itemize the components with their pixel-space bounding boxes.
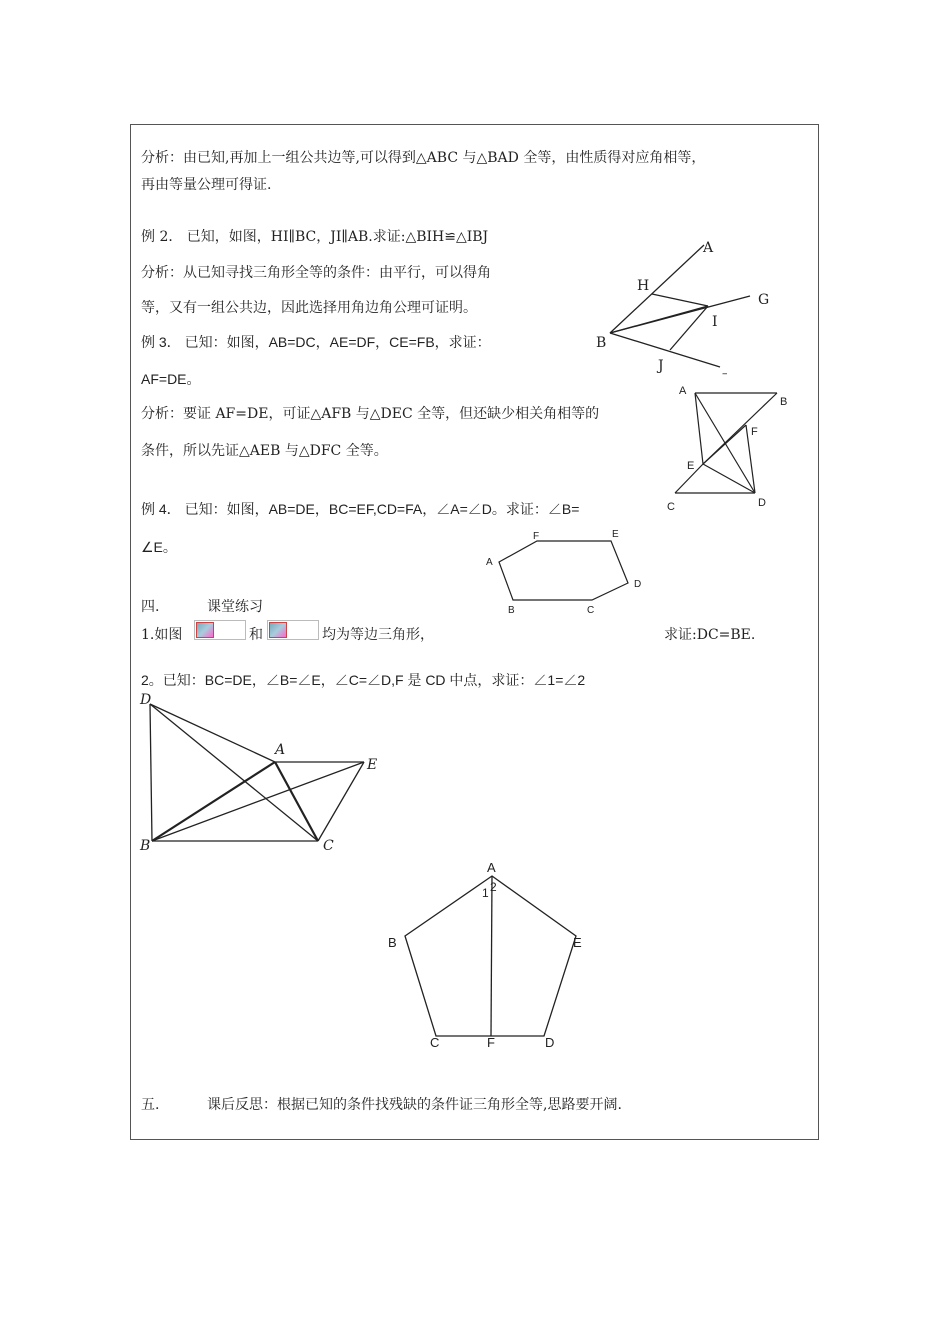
label-e: E — [612, 529, 619, 540]
example-2-analysis-line-1: 分析：从已知寻找三角形全等的条件：由平行，可以得角 — [141, 265, 491, 281]
label-dash: – — [722, 367, 728, 380]
label-d: D — [634, 579, 642, 590]
exercise-1-prove: 求证:DC=BE. — [664, 627, 756, 643]
label-c: C — [430, 1035, 440, 1050]
label-e: E — [573, 935, 582, 950]
label-a: A — [275, 742, 286, 758]
label-f: F — [487, 1035, 495, 1050]
angle-1-label: 1 — [482, 886, 489, 900]
broken-image-1 — [194, 620, 246, 640]
label-e: E — [687, 460, 695, 472]
label-c: C — [667, 501, 675, 513]
example-3-analysis-line-1: 分析：要证 AF=DE，可证△AFB 与△DEC 全等，但还缺少相关角相等的 — [141, 406, 600, 422]
example-3-figure — [660, 378, 800, 513]
section-5-number: 五. — [141, 1097, 160, 1113]
section-4-number: 四. — [141, 599, 160, 615]
example-3-analysis-line-2: 条件，所以先证△AEB 与△DFC 全等。 — [141, 443, 388, 459]
label-b: B — [780, 396, 788, 408]
label-f: F — [751, 426, 758, 438]
exercise-1-middle: 和 — [249, 627, 263, 643]
label-a: A — [487, 860, 496, 875]
section-4-title: 课堂练习 — [207, 599, 263, 615]
label-c: C — [587, 605, 595, 616]
label-b: B — [508, 605, 515, 616]
image-placeholder-icon — [269, 622, 287, 638]
label-a: A — [703, 240, 714, 256]
example-4-statement: 例 4． 已知：如图，AB=DE，BC=EF,CD=FA，∠A=∠D。求证：∠B= — [141, 501, 580, 517]
angle-2-label: 2 — [490, 880, 497, 894]
label-f: F — [533, 531, 540, 542]
label-d: D — [758, 497, 766, 509]
label-b: B — [388, 935, 397, 950]
example-4-statement-line-2: ∠E。 — [141, 539, 177, 555]
label-b: B — [596, 335, 607, 351]
example-3-statement: 例 3． 已知：如图，AB=DC，AE=DF，CE=FB，求证： — [141, 334, 491, 350]
label-e: E — [367, 757, 378, 773]
analysis-1-line-1: 分析：由已知,再加上一组公共边等,可以得到△ABC 与△BAD 全等，由性质得对应角相等， — [141, 150, 706, 166]
exercise-2-figure-2 — [380, 855, 600, 1055]
exercise-1-prefix: 1.如图 — [141, 627, 183, 643]
example-2-analysis-line-2: 等，又有一组公共边，因此选择用角边角公理可证明。 — [141, 300, 477, 316]
label-a: A — [486, 557, 493, 568]
label-b: B — [140, 838, 151, 854]
label-d: D — [545, 1035, 555, 1050]
label-d: D — [140, 692, 152, 708]
label-c: C — [323, 838, 334, 854]
example-3-statement-line-2: AF=DE。 — [141, 371, 201, 387]
example-2-statement: 例 2． 已知，如图，HI∥BC，JI∥AB.求证:△BIH≌△IBJ — [141, 229, 489, 245]
broken-image-2 — [267, 620, 319, 640]
label-i: I — [712, 314, 718, 330]
image-placeholder-icon — [196, 622, 214, 638]
label-g: G — [758, 292, 770, 308]
exercise-2-statement: 2。已知：BC=DE，∠B=∠E，∠C=∠D,F 是 CD 中点，求证：∠1=∠2 — [141, 672, 586, 688]
example-2-figure — [590, 230, 790, 380]
example-4-figure — [480, 525, 650, 620]
analysis-1-line-2: 再由等量公理可得证. — [141, 177, 272, 193]
label-h: H — [637, 278, 650, 294]
label-a: A — [679, 385, 687, 397]
section-5-reflection: 课后反思：根据已知的条件找残缺的条件证三角形全等,思路要开阔. — [207, 1097, 622, 1113]
exercise-2-figure-1 — [135, 690, 385, 860]
exercise-1-suffix: 均为等边三角形， — [322, 627, 434, 643]
label-j: J — [658, 358, 664, 374]
